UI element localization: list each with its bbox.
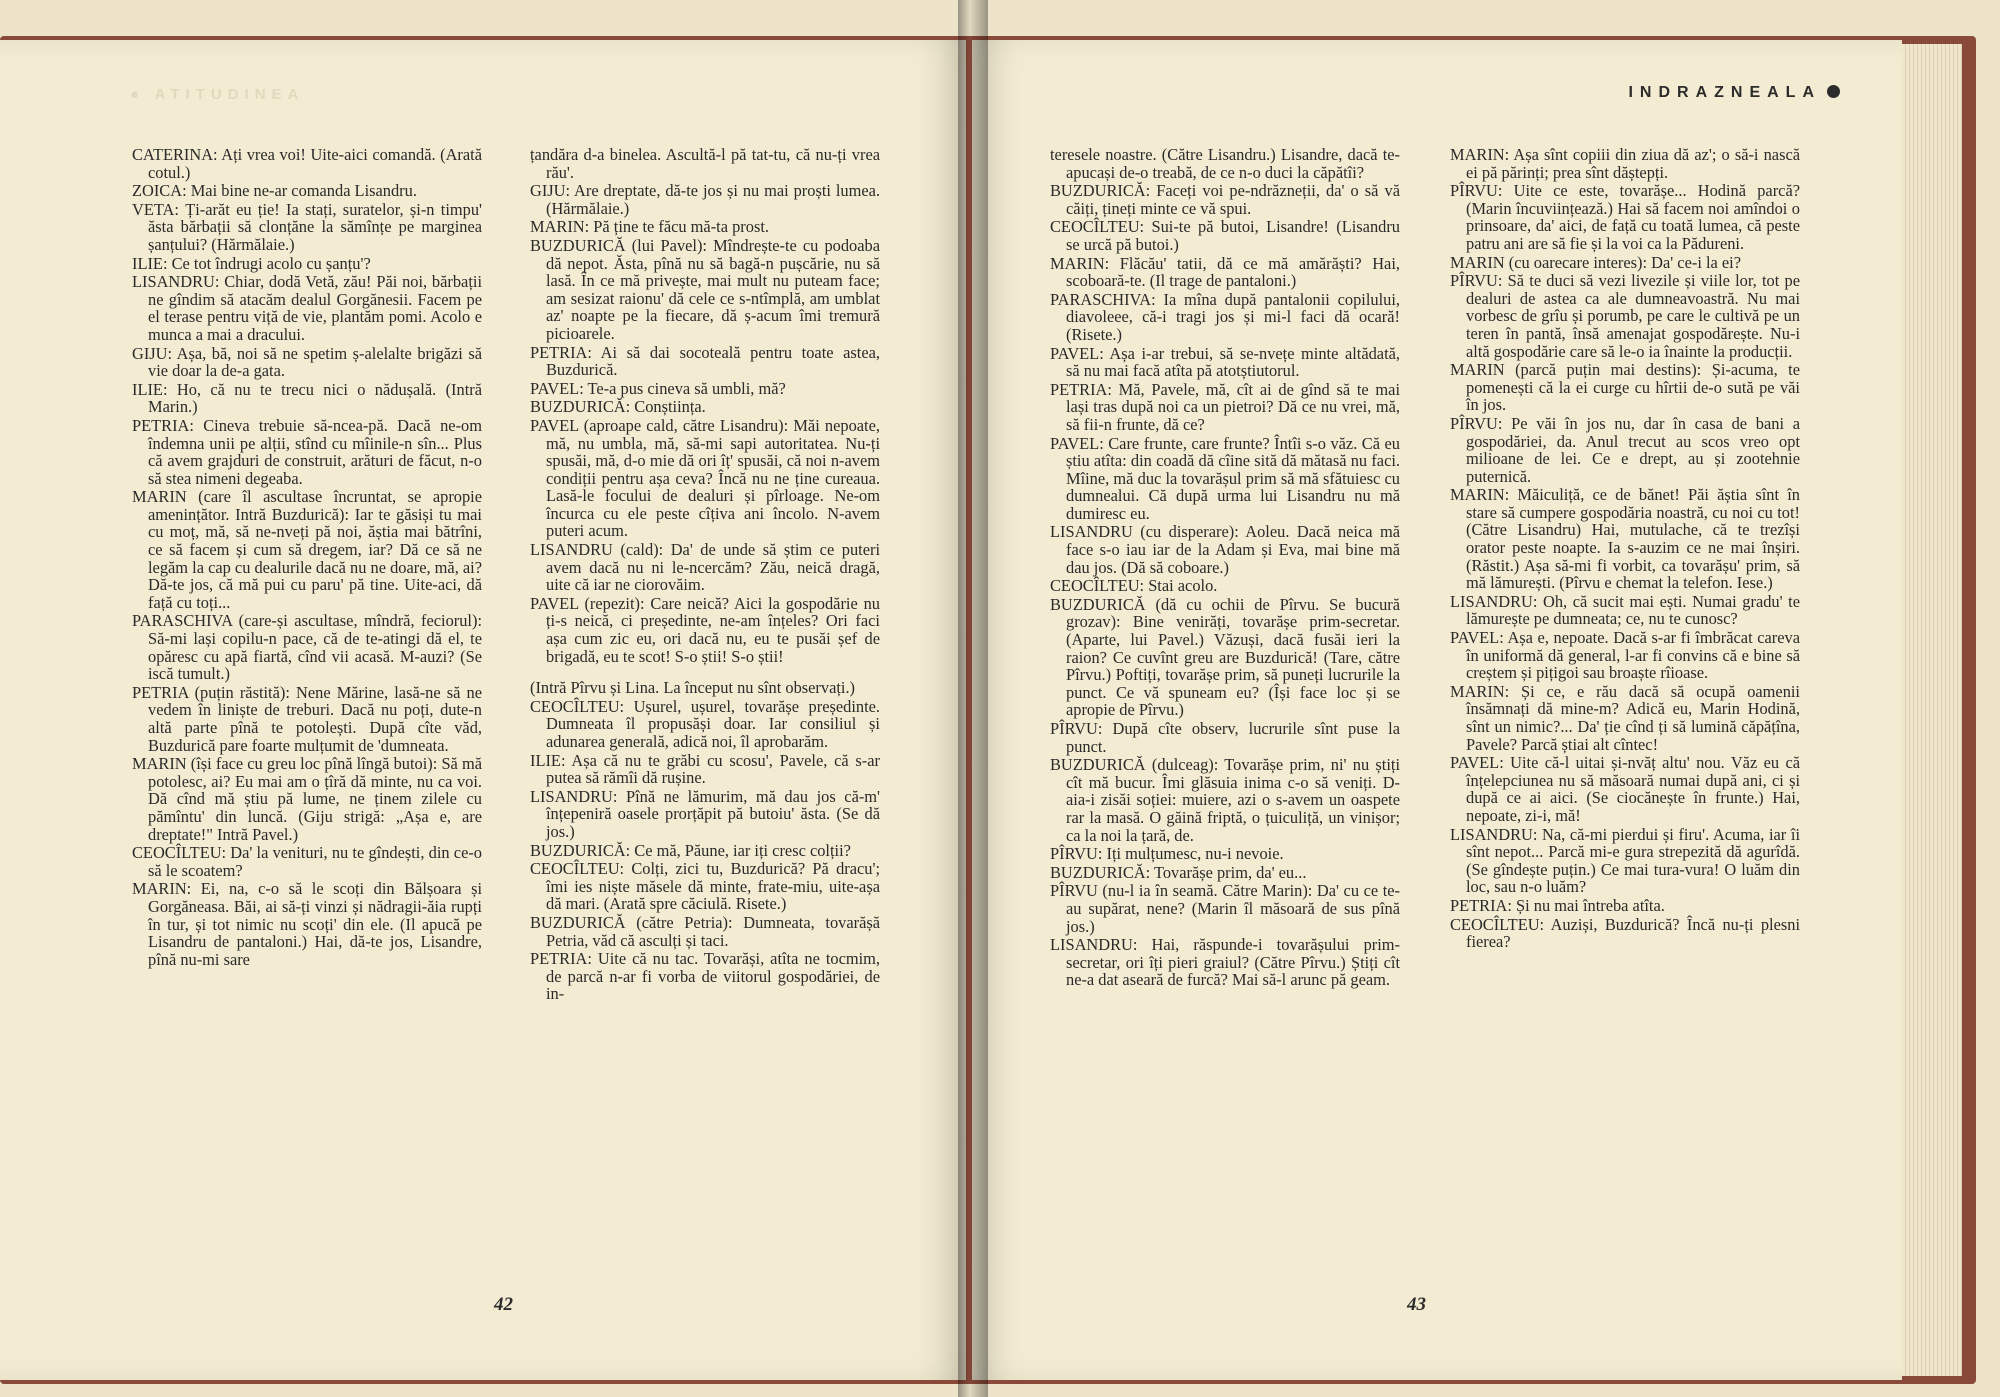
page-number-left: 42 xyxy=(494,1294,513,1315)
dialogue-line: PAVEL: Te-a pus cineva să umbli, mă? xyxy=(530,378,786,398)
running-header-title: INDRAZNEALA xyxy=(1628,84,1821,101)
text-column-4 xyxy=(1450,146,1800,952)
dialogue-line: BUZDURICĂ (dulceag): Tovarășe prim, ni' nu știți cît mă bucur. Îmi glăsuia inima c-o să veniți. D-aia-i zisăi soției: muiere, azi o s-avem un oaspete rar la masă. O găină friptă, o țuiculiță, un vinișor; ca la noi la țară, de. xyxy=(1050,755,1400,845)
dialogue-line: PÎRVU: După cîte observ, lucrurile sînt puse la punct. xyxy=(1050,719,1400,756)
dialogue-line: CEOCÎLTEU: Sui-te pă butoi, Lisandre! (Lisandru se urcă pă butoi.) xyxy=(1050,217,1400,254)
dialogue-line: MARIN (își face cu greu loc pînă lîngă butoi): Să mă potolesc, ai? Eu mai am o țîră dă minte, nu ca voi. Dă cînd mă știu pă lume, ne ținem zilele cu pămîntu' din luncă. (Giju strigă: „Așa e, are dreptate!" Intră Pavel.) xyxy=(132,754,482,844)
dialogue-line: MARIN: Flăcău' tatii, dă ce mă amărăști? Hai, scoboară-te. (Il trage de pantaloni.) xyxy=(1050,253,1400,291)
dialogue-line: CEOCÎLTEU: Da' la venituri, nu te gîndești, din ce-o să le scoatem? xyxy=(132,843,482,880)
right-running-header xyxy=(1628,84,1840,102)
dialogue-line: (Intră Pîrvu și Lina. La început nu sînt observați.) xyxy=(530,678,856,698)
dialogue-line: ILIE: Așa că nu te grăbi cu scosu', Pavele, că s-ar putea să rămîi dă rușine. xyxy=(530,750,880,788)
page-number-right: 43 xyxy=(1407,1294,1426,1315)
dialogue-line: PAVEL: Uite că-l uitai și-nvăț altu' nou. Văz eu că înțelepciunea nu să măsoară numai după ani, ci și după ce ai aici. (Se ciocănește în frunte.) Hai, nepoate, zi-i, mă! xyxy=(1450,753,1800,825)
dialogue-line: ILIE: Ho, că nu te trecu nici o nădușală. (Intră Marin.) xyxy=(132,379,482,417)
dialogue-line: CEOCÎLTEU: Stai acolo. xyxy=(1050,576,1218,596)
dialogue-line: PETRIA (puțin răstită): Nene Mărine, lasă-ne să ne vedem în liniște de treburi. Dacă nu poți, dute-n altă parte pînă te potolești. După cîte văd, Buzdurică pare foarte mulțumit de 'dumneata. xyxy=(132,682,482,755)
dialogue-line: PETRIA: Cineva trebuie să-ncea-pă. Dacă ne-om îndemna unii pe alții, stînd cu mîinile-n sîn... Plus că avem grajduri de construit, arături de făcut, n-o să stea nimeni degeaba. xyxy=(132,415,482,488)
dialogue-line: PARASCHIVA: Ia mîna după pantalonii copilului, diavoleee, că-i tragi jos și mi-l faci dă ocară! (Risete.) xyxy=(1050,289,1400,344)
dialogue-line: PETRIA: Ai să dai socoteală pentru toate astea, Buzdurică. xyxy=(530,342,880,380)
dialogue-line: PAVEL: Care frunte, care frunte? Întîi s-o văz. Că eu știu atîta: din coadă dă cîine sită dă mătasă nu faci. Mîine, mă duc la tovarășul prim să mă sfătuiesc cu dumnealui. Că după urma lui Lisandru nu mă dumiresc eu. xyxy=(1050,433,1400,523)
dialogue-line: CATERINA: Ați vrea voi! Uite-aici comandă. (Arată cotul.) xyxy=(132,145,482,182)
dialogue-line: PETRIA: Uite că nu tac. Tovarăși, atîta ne tocmim, de parcă n-ar fi vorba de viitorul gospodăriei, de in- xyxy=(530,949,880,1004)
dialogue-line: PETRIA: Mă, Pavele, mă, cît ai de gînd să te mai lași tras după noi ca un pietroi? Dă ce nu vrei, mă, să fii-n frunte, dă ce? xyxy=(1050,379,1400,434)
left-running-header: ● ATITUDINEA xyxy=(130,86,305,103)
dialogue-line: BUZDURICĂ: Ce mă, Păune, iar iți cresc colții? xyxy=(530,840,851,860)
dialogue-line: MARIN (care îl ascultase încruntat, se apropie amenințător. Intră Buzdurică): Iar te găsiși tu mai cu moț, mă, să ne-nveți pă noi, ăștia mai bătrîni, ce să facem și cum să dregem, iar? Dă ce să ne legăm la cap cu dealurile dacă nu ne doare, mă, ai? Dă-te jos, că mă pui cu paru' pă tine. Uite-aci, dă față cu toți... xyxy=(132,487,483,612)
dialogue-line: LISANDRU: Hai, răspunde-i tovarășului prim-secretar, ori îți pieri graiul? (Către Pîrvu.) Știți cît ne-a dat aseară de furcă? Mai să-l arunc pă geam. xyxy=(1050,935,1400,990)
dialogue-line: BUZDURICĂ (către Petria): Dumneata, tovarășă Petria, văd că asculți și taci. xyxy=(530,912,880,950)
dialogue-line: MARIN: Așa sînt copiii din ziua dă az'; o să-i nască ei pă părinți; prea sînt dăștepți. xyxy=(1450,145,1800,182)
dialogue-line: PÎRVU (nu-l ia în seamă. Către Marin): Da' cu ce te-au supărat, nene? (Marin îl măsoară de sus pînă jos.) xyxy=(1050,881,1400,936)
dialogue-line: ILIE: Ce tot îndrugi acolo cu șanțu'? xyxy=(132,253,371,273)
page-edges xyxy=(1902,44,1962,1376)
dialogue-line: GIJU: Are dreptate, dă-te jos și nu mai proști lumea. (Hărmălaie.) xyxy=(530,181,880,218)
dialogue-line: LISANDRU: Chiar, dodă Vetă, zău! Păi noi, bărbații ne gîndim să atacăm dealul Gorgănesii. Facem pe el terase pentru viță de vie, plantăm pomi. Acolo e munca a mai a dracului. xyxy=(132,272,482,344)
dialogue-line: LISANDRU (cald): Da' de unde să știm ce puteri avem dacă nu ni le-ncercăm? Zău, neică dragă, uite că iar ne ciorovăim. xyxy=(530,540,880,595)
dialogue-line: PÎRVU: Pe văi în jos nu, dar în casa de bani a gospodăriei, da. Anul trecut au scos vreo opt milioane de lei. Ce e drept, au și zootehnie puternică. xyxy=(1450,413,1800,486)
dialogue-line: GIJU: Așa, bă, noi să ne spetim ș-alelalte brigăzi să vie doar la de-a gata. xyxy=(132,343,482,381)
dialogue-line: teresele noastre. (Către Lisandru.) Lisandre, dacă te-apucași de-o treabă, de ce n-o duci la căpătîi? xyxy=(1050,145,1400,182)
dialogue-line: PAVEL (repezit): Care neică? Aici la gospodărie nu ți-s neică, ci președinte, ne-am înțeles? Ori faci așa cum zic eu, ori dacă nu, eu te pusăi șef de brigadă, eu te scot! S-o știi! S-o știi! xyxy=(530,593,880,666)
dialogue-line: BUZDURICĂ (lui Pavel): Mîndrește-te cu podoaba dă nepot. Ăsta, pînă nu să bagă-n pușcărie, nu să lasă. În ce mă privește, mai mult nu puteam face; am sesizat raionu' dă cele ce s-ntîmplă, am umblat az' noapte pe la fiecare, dă ș-acum îmi tremură picioarele. xyxy=(530,235,880,343)
dialogue-line: PÎRVU: Să te duci să vezi livezile și viile lor, tot pe dealuri de astea ca ale dumneavoastră. Nu mai vorbesc de grîu și porumb, pe care le cultivă pe un teren în pantă, însă amenajat gospodărește. Nu-i altă gospodărie care să le-o ia înainte la producții. xyxy=(1450,271,1800,361)
dialogue-line: CEOCÎLTEU: Colți, zici tu, Buzdurică? Pă dracu'; îmi ies niște măsele dă minte, frate-miu, uite-așa dă mari. (Arată spre căciulă. Risete.) xyxy=(530,859,880,914)
book-spine xyxy=(958,0,988,1397)
text-column-2 xyxy=(530,146,880,1004)
dialogue-line: PETRIA: Și nu mai întreba atîta. xyxy=(1450,895,1665,915)
dialogue-line: VETA: Ți-arăt eu ție! Ia stați, suratelor, și-n timpu' ăsta bărbații să clonțăne la sămînțe pe marginea șanțului? (Hărmălaie.) xyxy=(132,199,482,254)
dialogue-line: MARIN: Măiculiță, ce de bănet! Păi ăștia sînt în stare să cumpere gospodăria noastră, cu noi cu tot! (Către Lisandru) Hai, mutulache, că te trezîși orator peste noapte. Ia s-auzim ce ne mai înșiri. (Răstit.) Așa să-mi fi vorbit, ca tovarășu' prim, să mă lămurești. (Pîrvu e chemat la telefon. Iese.) xyxy=(1450,485,1800,593)
dialogue-line: BUZDURICĂ (dă cu ochii de Pîrvu. Se bucură grozav): Bine venirăți, tovarășe prim-secretar. (Aparte, lui Pavel.) Văzuși, dacă fusăi ieri la raion? Ce cuvînt greu are Buzdurică! (Tare, către Pîrvu.) Poftiți, tovarășe prim, să puneți lucrurile la punct. Ce vă spuneam eu? (Își face loc și se apropie de Pîrvu.) xyxy=(1050,594,1400,720)
dialogue-line: BUZDURICĂ: Conștiința. xyxy=(530,397,706,417)
dialogue-line: PARASCHIVA (care-și ascultase, mîndră, feciorul): Să-mi lași copilu-n pace, că de te-atingi dă el, te opăresc cu apă fiartă, cînd vii acasă. M-auzi? (Se iscă tumult.) xyxy=(132,611,482,684)
text-column-3 xyxy=(1050,146,1400,990)
bullet-icon xyxy=(1827,85,1840,98)
dialogue-line: PÎRVU: Iți mulțumesc, nu-i nevoie. xyxy=(1050,844,1284,864)
dialogue-line: LISANDRU: Oh, că sucit mai ești. Numai gradu' te lămurește pe dumneata; ce, nu te cunosc? xyxy=(1450,591,1800,629)
dialogue-line: MARIN: Ei, na, c-o să le scoți din Bălșoara și Gorgăneasa. Băi, ai să-ți vinzi și nădragii-ăia rupți în tur, și tot nimic nu scoți' din ele. (Il apucă pe Lisandru de pantaloni.) Hai, dă-te jos, Lisandre, pînă nu-mi sare xyxy=(132,879,482,969)
dialogue-line: LISANDRU: Pînă ne lămurim, mă dau jos că-m' înțepeniră oasele prorțăpit pă butoiu' ăsta. (Se dă jos.) xyxy=(530,786,880,841)
text-column-1 xyxy=(132,146,482,969)
dialogue-line: BUZDURICĂ: Faceți voi pe-ndrăzneții, da' o să vă căiți, țineți minte ce vă spui. xyxy=(1050,181,1400,218)
dialogue-line: MARIN: Și ce, e rău dacă să ocupă oamenii însămnați dă mine-m? Adică eu, Marin Hodină, sînt un nimic?... Da' ție cînd ți să lumină căpățîna, Pavele? Parcă știai alt cîntec! xyxy=(1450,681,1800,754)
dialogue-line: LISANDRU (cu disperare): Aoleu. Dacă neica mă face s-o iau iar de la Adam și Eva, mai bine mă dau jos. (Dă să coboare.) xyxy=(1050,522,1400,577)
dialogue-line: LISANDRU: Na, că-mi pierdui și firu'. Acuma, iar îi sînt nepot... Parcă mi-e gura strepezită dă agurîdă. (Se gîndește puțin.) Ce mai tura-vura! O luăm din loc, sau n-o luăm? xyxy=(1450,824,1800,897)
dialogue-line: MARIN (cu oarecare interes): Da' ce-i la ei? xyxy=(1450,252,1741,272)
dialogue-line: PAVEL (aproape cald, către Lisandru): Măi nepoate, mă, nu umbla, mă, să-mi sapi autoritatea. Nu-ți spusăi, mă, d-o mie dă ori îț' spusăi, că noi n-avem condiții pentru așa ceva? Încă nu ne ține cureaua. Lasă-le focului de dealuri și pîrloage. Ne-om încurca cu ele peste cîțiva ani încolo. N-avem puteri acum. xyxy=(530,415,880,541)
dialogue-line: MARIN: Pă ține te făcu mă-ta prost. xyxy=(530,217,769,237)
dialogue-line: CEOCÎLTEU: Auziși, Buzdurică? Încă nu-ți plesni fierea? xyxy=(1450,914,1800,952)
dialogue-line: MARIN (parcă puțin mai destins): Și-acuma, te pomenești că la ei curge cu hîrtii de-o sută pe văi în jos. xyxy=(1450,360,1800,415)
dialogue-line: BUZDURICĂ: Tovarășe prim, da' eu... xyxy=(1050,862,1307,882)
dialogue-line: CEOCÎLTEU: Ușurel, ușurel, tovarășe președinte. Dumneata îl propusăși doar. Iar consiliul și adunarea generală, adică noi, îl aprobarăm. xyxy=(530,696,880,751)
dialogue-line: țandăra d-a binelea. Ascultă-l pă tat-tu, că nu-ți vrea rău'. xyxy=(530,145,880,182)
dialogue-line: PAVEL: Așa e, nepoate. Dacă s-ar fi îmbrăcat careva în uniformă dă general, l-ar fi convins că e bine să creștem și pițigoi sau broaște rîioase. xyxy=(1450,628,1800,683)
dialogue-line: PÎRVU: Uite ce este, tovarășe... Hodină parcă? (Marin încuviințează.) Hai să facem noi amîndoi o prinsoare, da' aici, de față cu toată lumea, că peste patru ani are să fie și la voi ca la Pădureni. xyxy=(1450,181,1800,253)
dialogue-line: ZOICA: Mai bine ne-ar comanda Lisandru. xyxy=(132,181,417,201)
dialogue-line: PAVEL: Așa i-ar trebui, să se-nvețe minte altădată, să nu mai facă atîta pă atotștiutorul. xyxy=(1050,343,1400,381)
